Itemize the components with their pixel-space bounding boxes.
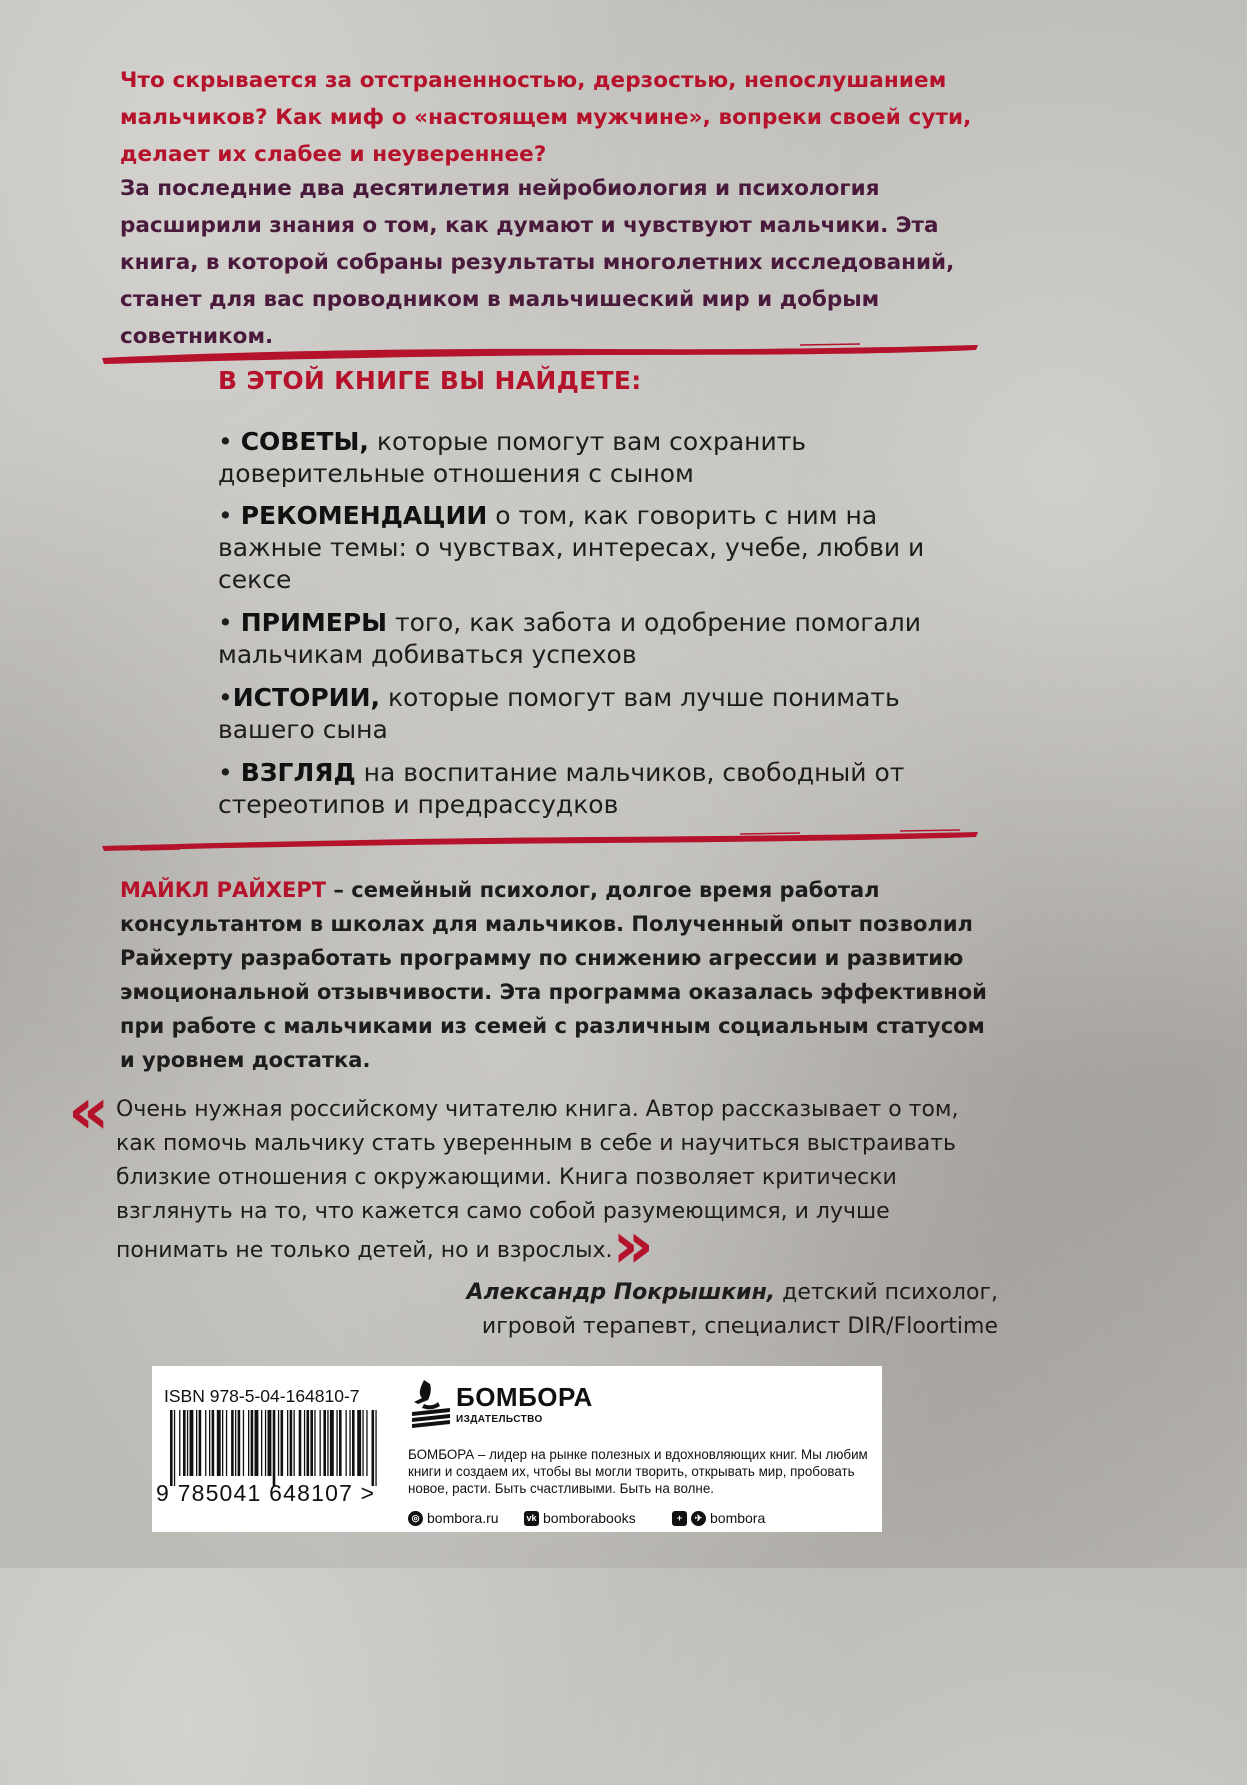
find-item-bullet: • [218, 758, 241, 787]
intro-body: За последние два десятилетия нейробиология и психология расширили знания о том, как думают и чувствуют мальчики. Эта книга, в которой собраны результаты многолетних исследований, станет для вас проводником в мальчишеский мир и добрым советником. [120, 176, 955, 349]
author-name: МАЙКЛ РАЙХЕРТ [120, 878, 327, 902]
barcode-bar [339, 1410, 342, 1476]
social-label: bomborabooks [543, 1510, 636, 1526]
find-item [218, 757, 938, 821]
quote-open-mark: « [68, 1075, 100, 1149]
brush-divider-bottom [100, 828, 980, 852]
publisher-blurb: БОМБОРА – лидер на рынке полезных и вдохновляющих книг. Мы любим книги и создаем их, чтобы вы могли творить, открывать мир, пробовать новое, расти. Быть счастливыми. Быть на волне. [408, 1447, 868, 1496]
barcode-bar [255, 1410, 259, 1476]
publisher-panel [152, 1366, 882, 1532]
intro-question: Что скрывается за отстраненностью, дерзостью, непослушанием мальчиков? Как миф о «настоящем мужчине», вопреки своей сути, делает их слабее и неувереннее? [120, 68, 972, 167]
review-quote-text: Очень нужная российскому читателю книга. Автор рассказывает о том, как помочь мальчику стать уверенным в себе и научиться выстраивать близкие отношения с окружающими. Книга позволяет критически взглянуть на то, что кажется само собой разумеющимся, и лучше понимать не только детей, но и взрослых. [116, 1097, 959, 1263]
find-item-text: того, как забота и одобрение помогали мальчикам добиваться успехов [218, 608, 921, 669]
social-label: bombora.ru [427, 1510, 499, 1526]
brush-divider-top [100, 342, 980, 366]
barcode-bar [179, 1410, 180, 1476]
find-item-bullet: • [218, 427, 241, 456]
find-item-text: о том, как говорить с ним на важные темы: о чувствах, интересах, учебе, любви и сексе [218, 501, 925, 594]
barcode-bar [287, 1410, 288, 1476]
publisher-name: БОМБОРА [456, 1382, 593, 1412]
barcode-bar [372, 1410, 375, 1486]
author-bio-text: – семейный психолог, долгое время работал консультантом в школах для мальчиков. Полученный опыт позволил Райхерту разработать программу по снижению агрессии и развитию эмоциональной отзывчивости. Эта программа оказалась эффективной при работе с мальчиками из семей с различным социальным статусом и уровнем достатка. [120, 878, 987, 1072]
barcode-bar [294, 1410, 295, 1476]
review-quote [116, 1093, 996, 1283]
barcode-bar [304, 1410, 305, 1476]
barcode-bar [238, 1410, 241, 1476]
vk-icon: vk [524, 1511, 539, 1526]
find-item-text: которые помогут вам лучше понимать вашего сына [218, 683, 900, 744]
barcode-bar [307, 1410, 310, 1476]
find-item-title: РЕКОМЕНДАЦИИ [240, 501, 488, 530]
barcode-bar [231, 1410, 234, 1476]
barcode-bar [205, 1410, 206, 1476]
barcode-bar [248, 1410, 249, 1476]
barcode-bar [190, 1410, 194, 1476]
quote-author-role-line2: игровой терапевт, специалист DIR/Floortime [481, 1314, 998, 1339]
find-section-heading: В ЭТОЙ КНИГЕ ВЫ НАЙДЕТЕ: [218, 366, 642, 395]
barcode [164, 1410, 384, 1486]
barcode-bar [183, 1410, 186, 1476]
barcode-bar [375, 1410, 376, 1486]
barcode-bar [323, 1410, 326, 1476]
find-item-title: СОВЕТЫ, [240, 427, 369, 456]
barcode-bar [349, 1410, 350, 1476]
publisher-subtitle: ИЗДАТЕЛЬСТВО [456, 1414, 543, 1425]
social-label: bombora [710, 1510, 766, 1526]
barcode-bar [170, 1410, 173, 1486]
barcode-bar [226, 1410, 227, 1476]
barcode-bar [320, 1410, 321, 1476]
find-item [218, 607, 938, 671]
telegram-icon: ✈ [691, 1511, 706, 1526]
barcode-bar [251, 1410, 254, 1476]
find-item-bullet: • [218, 683, 233, 712]
barcode-bar [261, 1410, 262, 1476]
barcode-bar [310, 1410, 313, 1476]
find-item-title: ИСТОРИИ, [232, 683, 380, 712]
barcode-bar [235, 1410, 236, 1476]
plus-icon: + [672, 1511, 687, 1526]
barcode-bar [278, 1410, 279, 1476]
find-item-bullet: • [218, 501, 241, 530]
barcode-bar [265, 1410, 266, 1476]
find-item-bullet: • [218, 608, 241, 637]
barcode-bar [243, 1410, 244, 1476]
barcode-bar [290, 1410, 293, 1476]
barcode-bar [209, 1410, 210, 1476]
quote-author-name: Александр Покрышкин, [466, 1280, 776, 1305]
social-link-telegram[interactable] [672, 1510, 765, 1526]
globe-icon: ◎ [408, 1511, 423, 1526]
barcode-bar [362, 1410, 363, 1476]
find-item [218, 426, 938, 490]
barcode-bar [366, 1410, 367, 1476]
find-item [218, 500, 938, 596]
barcode-bar [217, 1410, 221, 1476]
barcode-bar [273, 1410, 276, 1486]
barcode-bar [196, 1410, 197, 1476]
find-item-text: на воспитание мальчиков, свободный от стереотипов и предрассудков [218, 758, 905, 819]
barcode-bar [299, 1410, 302, 1476]
barcode-bar [174, 1410, 175, 1486]
find-item [218, 682, 938, 746]
bombora-logo-icon [410, 1378, 454, 1434]
social-link-website[interactable] [408, 1510, 499, 1526]
barcode-bar [187, 1410, 188, 1476]
find-item-title: ПРИМЕРЫ [240, 608, 388, 637]
quote-author-role: детский психолог, [775, 1280, 998, 1305]
barcode-bar [199, 1410, 202, 1476]
barcode-bar [314, 1410, 315, 1476]
isbn-label: ISBN 978-5-04-164810-7 [164, 1386, 360, 1406]
find-item-title: ВЗГЛЯД [240, 758, 356, 787]
barcode-bar [346, 1410, 347, 1476]
barcode-bar [330, 1410, 334, 1476]
find-item-text: которые помогут вам сохранить доверительные отношения с сыном [218, 427, 807, 488]
quote-close-mark: » [612, 1209, 644, 1283]
barcode-bar [268, 1410, 272, 1476]
barcode-bar [336, 1410, 337, 1476]
social-link-vk[interactable] [524, 1510, 636, 1526]
quote-attribution [467, 1276, 998, 1344]
barcode-bar [212, 1410, 215, 1476]
author-bio [120, 873, 1000, 1077]
barcode-bar [281, 1410, 284, 1476]
barcode-bar [357, 1410, 361, 1476]
barcode-bar [222, 1410, 223, 1476]
barcode-digits: 9 785041 648107 > [156, 1480, 376, 1506]
barcode-bar [352, 1410, 355, 1476]
barcode-bar [327, 1410, 328, 1476]
